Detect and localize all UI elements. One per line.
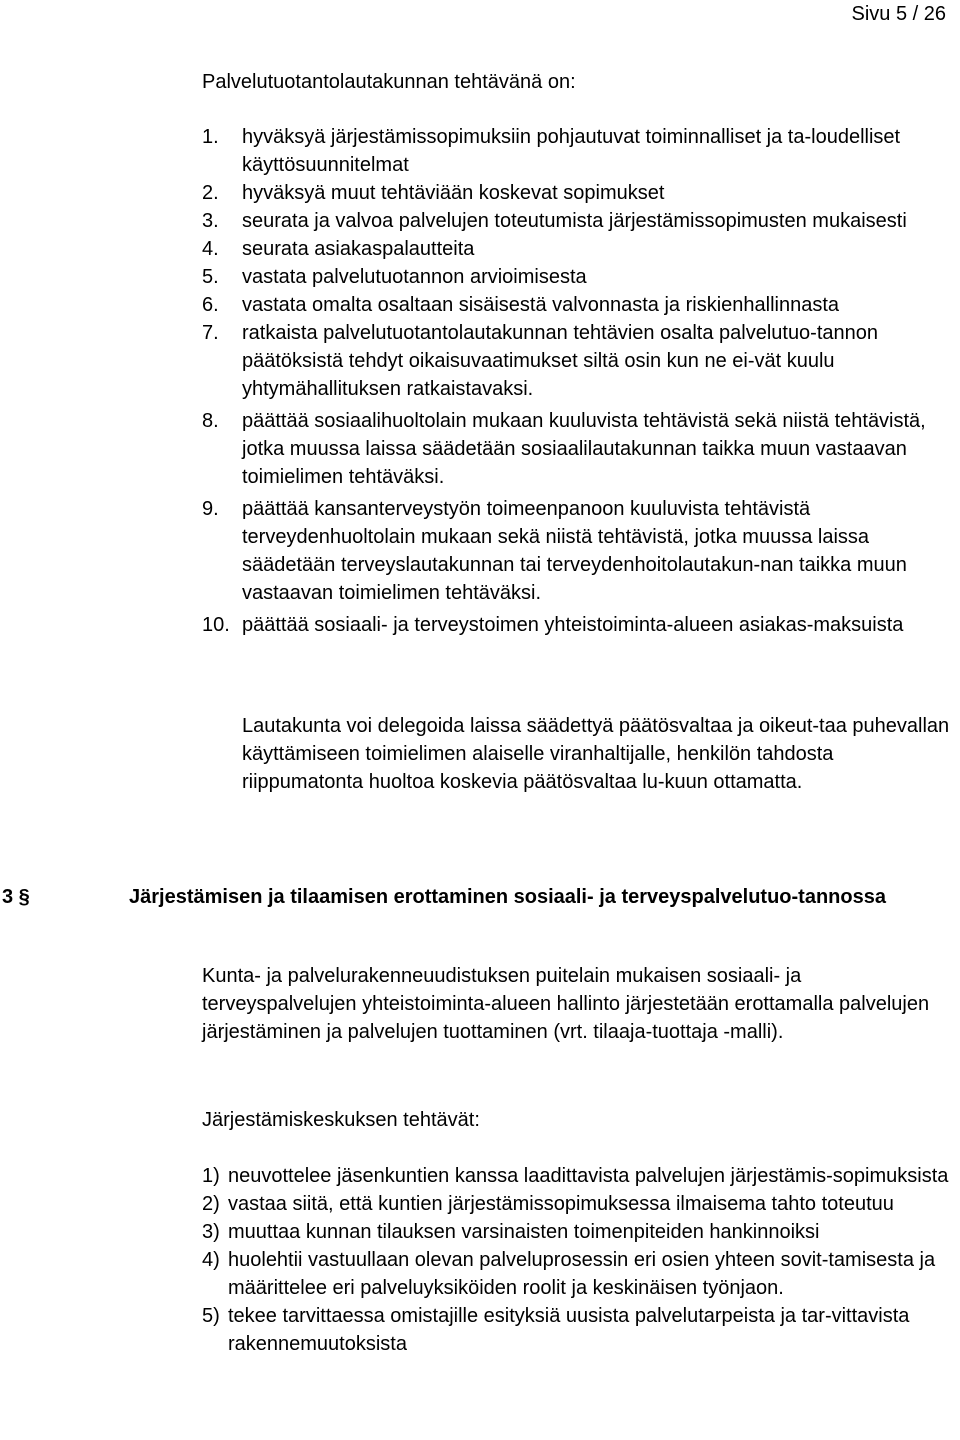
intro-text: Palvelutuotantolautakunnan tehtävänä on:	[202, 71, 576, 93]
item-number: 5.	[202, 266, 219, 288]
item-number: 8.	[202, 410, 219, 432]
delegation-paragraph: Lautakunta voi delegoida laissa säädettyä päätösvaltaa ja oikeut-taa puhevallan käyttämiseen toimielimen alaiselle viranhaltijalle, henkilön tahdosta riippumatonta huoltoa koskevia päätösvaltaa lu-kuun ottamatta.	[242, 715, 950, 793]
list-item	[202, 263, 960, 291]
item-number: 3)	[202, 1221, 220, 1243]
item-text: muuttaa kunnan tilauksen varsinaisten toimenpiteiden hankinnoiksi	[228, 1221, 820, 1243]
list-item	[202, 495, 942, 607]
list-item	[202, 1162, 960, 1190]
section-paragraph: Kunta- ja palvelurakenneuudistuksen puitelain mukaisen sosiaali- ja terveyspalvelujen yhteistoiminta-alueen hallinto järjestetään erottamalla palvelujen järjestäminen ja palvelujen tuottaminen (vrt. tilaaja-tuottaja -malli).	[202, 965, 930, 1043]
list-item	[202, 319, 942, 403]
section-title: Järjestämisen ja tilaamisen erottaminen sosiaali- ja terveyspalvelutuo-tannossa	[129, 886, 886, 908]
item-number: 10.	[202, 614, 230, 636]
list-item	[202, 1246, 960, 1302]
list-item	[202, 1190, 960, 1218]
section-number: 3 §	[2, 886, 30, 908]
item-number: 4.	[202, 238, 219, 260]
list-item	[202, 1302, 960, 1358]
item-number: 3.	[202, 210, 219, 232]
list-item	[202, 123, 922, 179]
item-number: 9.	[202, 498, 219, 520]
item-text: seurata ja valvoa palvelujen toteutumista järjestämissopimusten mukaisesti	[242, 210, 907, 232]
item-text: vastata palvelutuotannon arvioimisesta	[242, 266, 587, 288]
item-number: 1.	[202, 126, 219, 148]
duties-list	[202, 1162, 960, 1358]
item-text: tekee tarvittaessa omistajille esityksiä uusista palvelutarpeista ja tar-vittavista rakennemuutoksista	[228, 1305, 910, 1355]
item-number: 2)	[202, 1193, 220, 1215]
item-text: vastata omalta osaltaan sisäisestä valvonnasta ja riskienhallinnasta	[242, 294, 840, 316]
item-text: hyväksyä muut tehtäviään koskevat sopimukset	[242, 182, 665, 204]
item-text: vastaa siitä, että kuntien järjestämissopimuksessa ilmaisema tahto toteutuu	[228, 1193, 894, 1215]
list-item	[202, 207, 932, 235]
item-text: hyväksyä järjestämissopimuksiin pohjautuvat toiminnalliset ja ta-loudelliset käyttösuunnitelmat	[242, 126, 901, 176]
list-item	[202, 611, 942, 639]
item-number: 4)	[202, 1249, 220, 1271]
item-number: 1)	[202, 1165, 220, 1187]
list-item	[202, 1218, 960, 1246]
list-item	[202, 407, 960, 491]
item-text: ratkaista palvelutuotantolautakunnan tehtävien osalta palvelutuo-tannon päätöksistä tehdyt oikaisuvaatimukset siltä osin kun ne ei-vät kuulu yhtymähallituksen ratkaistavaksi.	[242, 322, 879, 400]
item-number: 5)	[202, 1305, 220, 1327]
item-text: päättää kansanterveystyön toimeenpanoon kuuluvista tehtävistä terveydenhuoltolain mukaan sekä niistä tehtävistä, jotka muussa laissa säädetään terveyslautakunnan tai terveydenhoitolautakun-nan taikka muun vastaavan toimielimen tehtäväksi.	[242, 498, 907, 604]
item-text: neuvottelee jäsenkuntien kanssa laadittavista palvelujen järjestämis-sopimuksista	[228, 1165, 949, 1187]
list-item	[202, 235, 960, 263]
page-number: Sivu 5 / 26	[851, 3, 946, 25]
duties-subheading: Järjestämiskeskuksen tehtävät:	[202, 1109, 480, 1131]
list-item	[202, 291, 960, 319]
item-number: 2.	[202, 182, 219, 204]
item-text: seurata asiakaspalautteita	[242, 238, 475, 260]
item-number: 7.	[202, 322, 219, 344]
task-list	[202, 123, 960, 639]
item-text: huolehtii vastuullaan olevan palveluprosessin eri osien yhteen sovit-tamisesta ja määrittelee eri palveluyksiköiden roolit ja keskinäisen työnjaon.	[228, 1249, 936, 1299]
item-text: päättää sosiaali- ja terveystoimen yhteistoiminta-alueen asiakas-maksuista	[242, 614, 904, 636]
item-text: päättää sosiaalihuoltolain mukaan kuuluvista tehtävistä sekä niistä tehtävistä, jotka muussa laissa säädetään sosiaalilautakunnan taikka muun vastaavan toimielimen tehtäväksi.	[242, 410, 926, 488]
item-number: 6.	[202, 294, 219, 316]
list-item	[202, 179, 960, 207]
